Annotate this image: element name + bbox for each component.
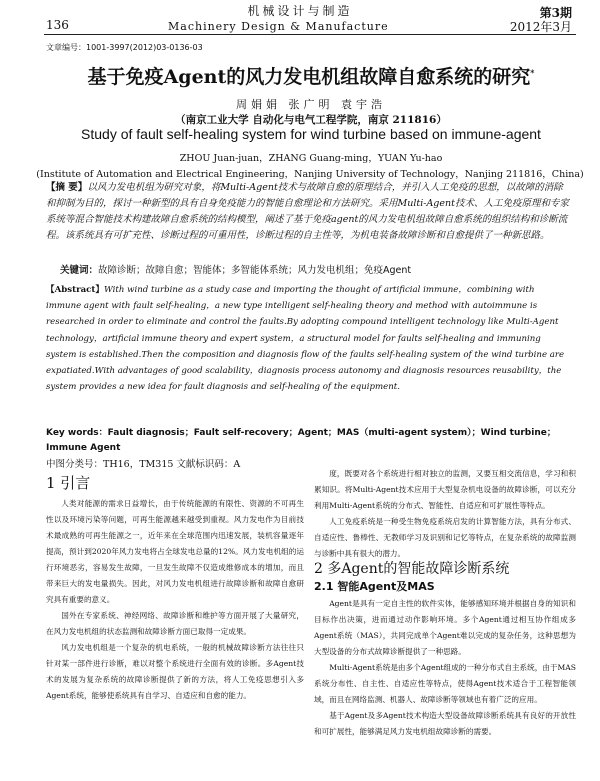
paragraph: Agent是具有一定自主性的软件实体，能够感知环境并根据自身的知识和目标作出决策，进而通过动作影响环境。多个Agent通过相互协作组成多Agent系统（MAS），共同完成单个Agent难以完成的复杂任务，这种思想为大型设备的分布式故障诊断提供了一种思路。 — [314, 599, 576, 656]
abstract-cn-text: 以风力发电机组为研究对象，将Multi-Agent技术与故障自愈的原理结合，并引入人工免疫的思想，以故障的消除和抑制为目的，探讨一种新型的具有自身免疫能力的智能自愈理论和方法研究。采用Multi-Agent技术、人工免疫原理和专家系统等混合智能技术构建故障自愈系统的结构模型，阐述了基于免疫agent的风力发电机组故障自愈系统的组织结构和诊断流程。该系统具有可扩充性、诊断过程的可重用性，诊断过程的自主性等，为机电装备故障诊断和自愈提供了一种新思路。 — [46, 182, 569, 241]
abstract-en — [46, 282, 572, 395]
paragraph: 国外在专家系统、神经网络、故障诊断和维护等方面开展了大量研究，在风力发电机组的状态监测和故障诊断方面已取得一定成果。 — [46, 611, 304, 636]
keywords-en-label: Key words： — [46, 428, 108, 438]
publication-date: 2012年3月 — [509, 20, 572, 34]
authors-en: ZHOU Juan-juan，ZHANG Guang-ming，YUAN Yu-hao — [179, 153, 443, 164]
paragraph: 人工免疫系统是一种受生物免疫系统启发的计算智能方法，具有分布式、自适应性、鲁棒性、无教师学习及识别和记忆等特点，在复杂系统的故障监测与诊断中具有很大的潜力。 — [314, 517, 576, 558]
paragraph: Multi-Agent系统是由多个Agent组成的一种分布式自主系统，由于MAS系统分布性、自主性、自适应性等特点，使得Agent技术适合于工程智能领域，而且在网络监测、机器人、故障诊断等领域也有着广泛的应用。 — [314, 663, 576, 704]
paragraph: 基于Agent及多Agent技术构造大型设备故障诊断系统具有良好的开放性和可扩展性，能够满足风力发电机组故障诊断的需要。 — [314, 711, 576, 736]
keywords-cn — [60, 262, 572, 276]
title-cn-text: 基于免疫Agent的风力发电机组故障自愈系统的研究 — [87, 66, 531, 88]
right-column-bottom — [314, 596, 576, 740]
paragraph: 度，既要对各个系统进行相对独立的监测，又要互相交流信息，学习和积累知识。将Multi-Agent技术应用于大型复杂机电设备的故障诊断，可以充分利用Multi-Agent系统的分布式、智能性、自适应和可扩展性等特点。 — [314, 469, 576, 510]
authors-cn: 周娟娟 张广明 袁宇浩 — [236, 98, 386, 111]
abstract-en-text: With wind turbine as a study case and importing the thought of artificial immune，combining with immune agent with fault self-healing，a new type intelligent self-healing theory and method with autoimmune is researched in order to eliminate and control the faults.By adopting compound intelligent technology like Multi-Agent technology，artificial immune theory and expert system，a structural model for faults self-healing and immuning system is established.Then the composition and diagnosis flow of the faults self-healing system of the wind turbine are expatiated.With advantages of good scalability，diagnosis process autonomy and diagnosis resources reusability，the system provides a new idea for fault diagnosis and self-healing of the equipment. — [46, 285, 565, 393]
keywords-en-text: Fault diagnosis；Fault self-recovery；Agent；MAS（multi-agent system）；Wind turbine；Immune Agent — [46, 428, 556, 453]
left-column — [46, 496, 304, 704]
affiliation-en: (Institute of Automation and Electrical Engineering，Nanjing University of Technology，Nanjing 211816，China) — [36, 169, 584, 180]
issue-number: 第3期 — [539, 6, 572, 20]
journal-name-cn: 机械设计与制造 — [247, 4, 353, 18]
keywords-cn-text: 故障诊断；故障自愈；智能体；多智能体系统；风力发电机组；免疫Agent — [98, 265, 412, 276]
title-footnote-mark: * — [530, 67, 535, 78]
section-2-1-heading: 2.1 智能Agent及MAS — [314, 580, 435, 593]
paragraph: 人类对能源的需求日益增长，由于传统能源的有限性、资源的不可再生性以及环境污染等问题，可再生能源越来越受到重视。风力发电作为目前技术最成熟的可再生能源之一，近年来在全球范围内迅速发展，装机容量逐年提高，预计到2020年风力发电将占全球发电总量的12%。风力发电机组的运行环境恶劣，容易发生故障，一旦发生故障不仅造成维修成本的增加，而且带来巨大的发电量损失。因此，对风力发电机组进行故障诊断和故障自愈研究具有重要的意义。 — [46, 499, 304, 604]
abstract-en-label: 【Abstract】 — [46, 285, 104, 295]
abstract-cn — [46, 180, 572, 244]
section-2-heading: 2 多Agent的智能故障诊断系统 — [314, 561, 510, 577]
title-en: Study of fault self-healing system for wind turbine based on immune-agent — [81, 126, 541, 142]
header-rule — [44, 34, 576, 35]
abstract-cn-label: 【摘 要】 — [46, 182, 88, 193]
keywords-cn-label: 关键词： — [60, 265, 99, 276]
classification-line: 中图分类号：TH16，TM315 文献标识码：A — [46, 459, 241, 470]
affiliation-cn: （南京工业大学 自动化与电气工程学院，南京 211816） — [175, 114, 447, 126]
right-column-top — [314, 466, 576, 562]
page-number: 136 — [46, 18, 69, 32]
keywords-en — [46, 426, 572, 456]
paragraph: 风力发电机组是一个复杂的机电系统，一般的机械故障诊断方法往往只针对某一部件进行诊断，难以对整个系统进行全面有效的诊断。多Agent技术的发展为复杂系统的故障诊断提供了新的方法，将人工免疫思想引入多Agent系统，能够使系统具有自学习、自适应和自愈的能力。 — [46, 643, 304, 700]
title-cn — [46, 62, 576, 89]
article-number: 文章编号：1001-3997(2012)03-0136-03 — [46, 43, 203, 52]
section-1-heading: 1 引言 — [46, 474, 91, 492]
journal-name-en: Machinery Design & Manufacture — [168, 20, 389, 33]
